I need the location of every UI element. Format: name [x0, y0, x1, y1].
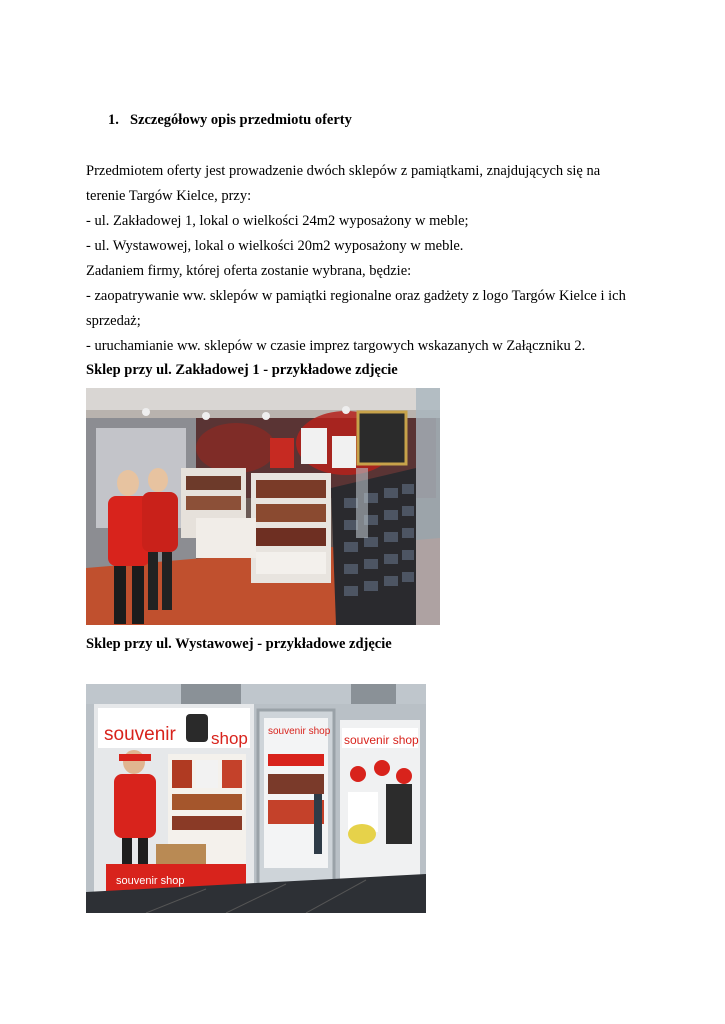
section-heading [108, 112, 352, 129]
body-line: - zaopatrywanie ww. sklepów w pamiątki regionalne oraz gadżety z logo Targów Kielce i ich [86, 288, 626, 304]
shop-photo-zakladowa [86, 388, 440, 625]
body-line: terenie Targów Kielce, przy: [86, 188, 252, 204]
section-title: Szczegółowy opis przedmiotu oferty [130, 112, 352, 128]
photo-caption-2: Sklep przy ul. Wystawowej - przykładowe zdjęcie [86, 636, 392, 652]
sign-right: souvenir shop [344, 733, 419, 747]
sign-door: souvenir shop [268, 726, 331, 737]
sign-window-text: souvenir shop [116, 875, 185, 887]
sign-souvenir: souvenir [104, 724, 176, 745]
sign-shop: shop [211, 729, 248, 748]
photo-caption-1: Sklep przy ul. Zakładowej 1 - przykładowe zdjęcie [86, 362, 398, 378]
body-line: sprzedaż; [86, 313, 141, 329]
section-number: 1. [108, 112, 119, 128]
body-line: - uruchamianie ww. sklepów w czasie imprez targowych wskazanych w Załączniku 2. [86, 338, 586, 354]
body-line: Przedmiotem oferty jest prowadzenie dwóch sklepów z pamiątkami, znajdujących się na [86, 163, 601, 179]
body-line: - ul. Wystawowej, lokal o wielkości 20m2 wyposażony w meble. [86, 238, 464, 254]
body-line: - ul. Zakładowej 1, lokal o wielkości 24m2 wyposażony w meble; [86, 213, 469, 229]
body-line: Zadaniem firmy, której oferta zostanie wybrana, będzie: [86, 263, 412, 279]
shop-photo-wystawowa [86, 684, 426, 913]
